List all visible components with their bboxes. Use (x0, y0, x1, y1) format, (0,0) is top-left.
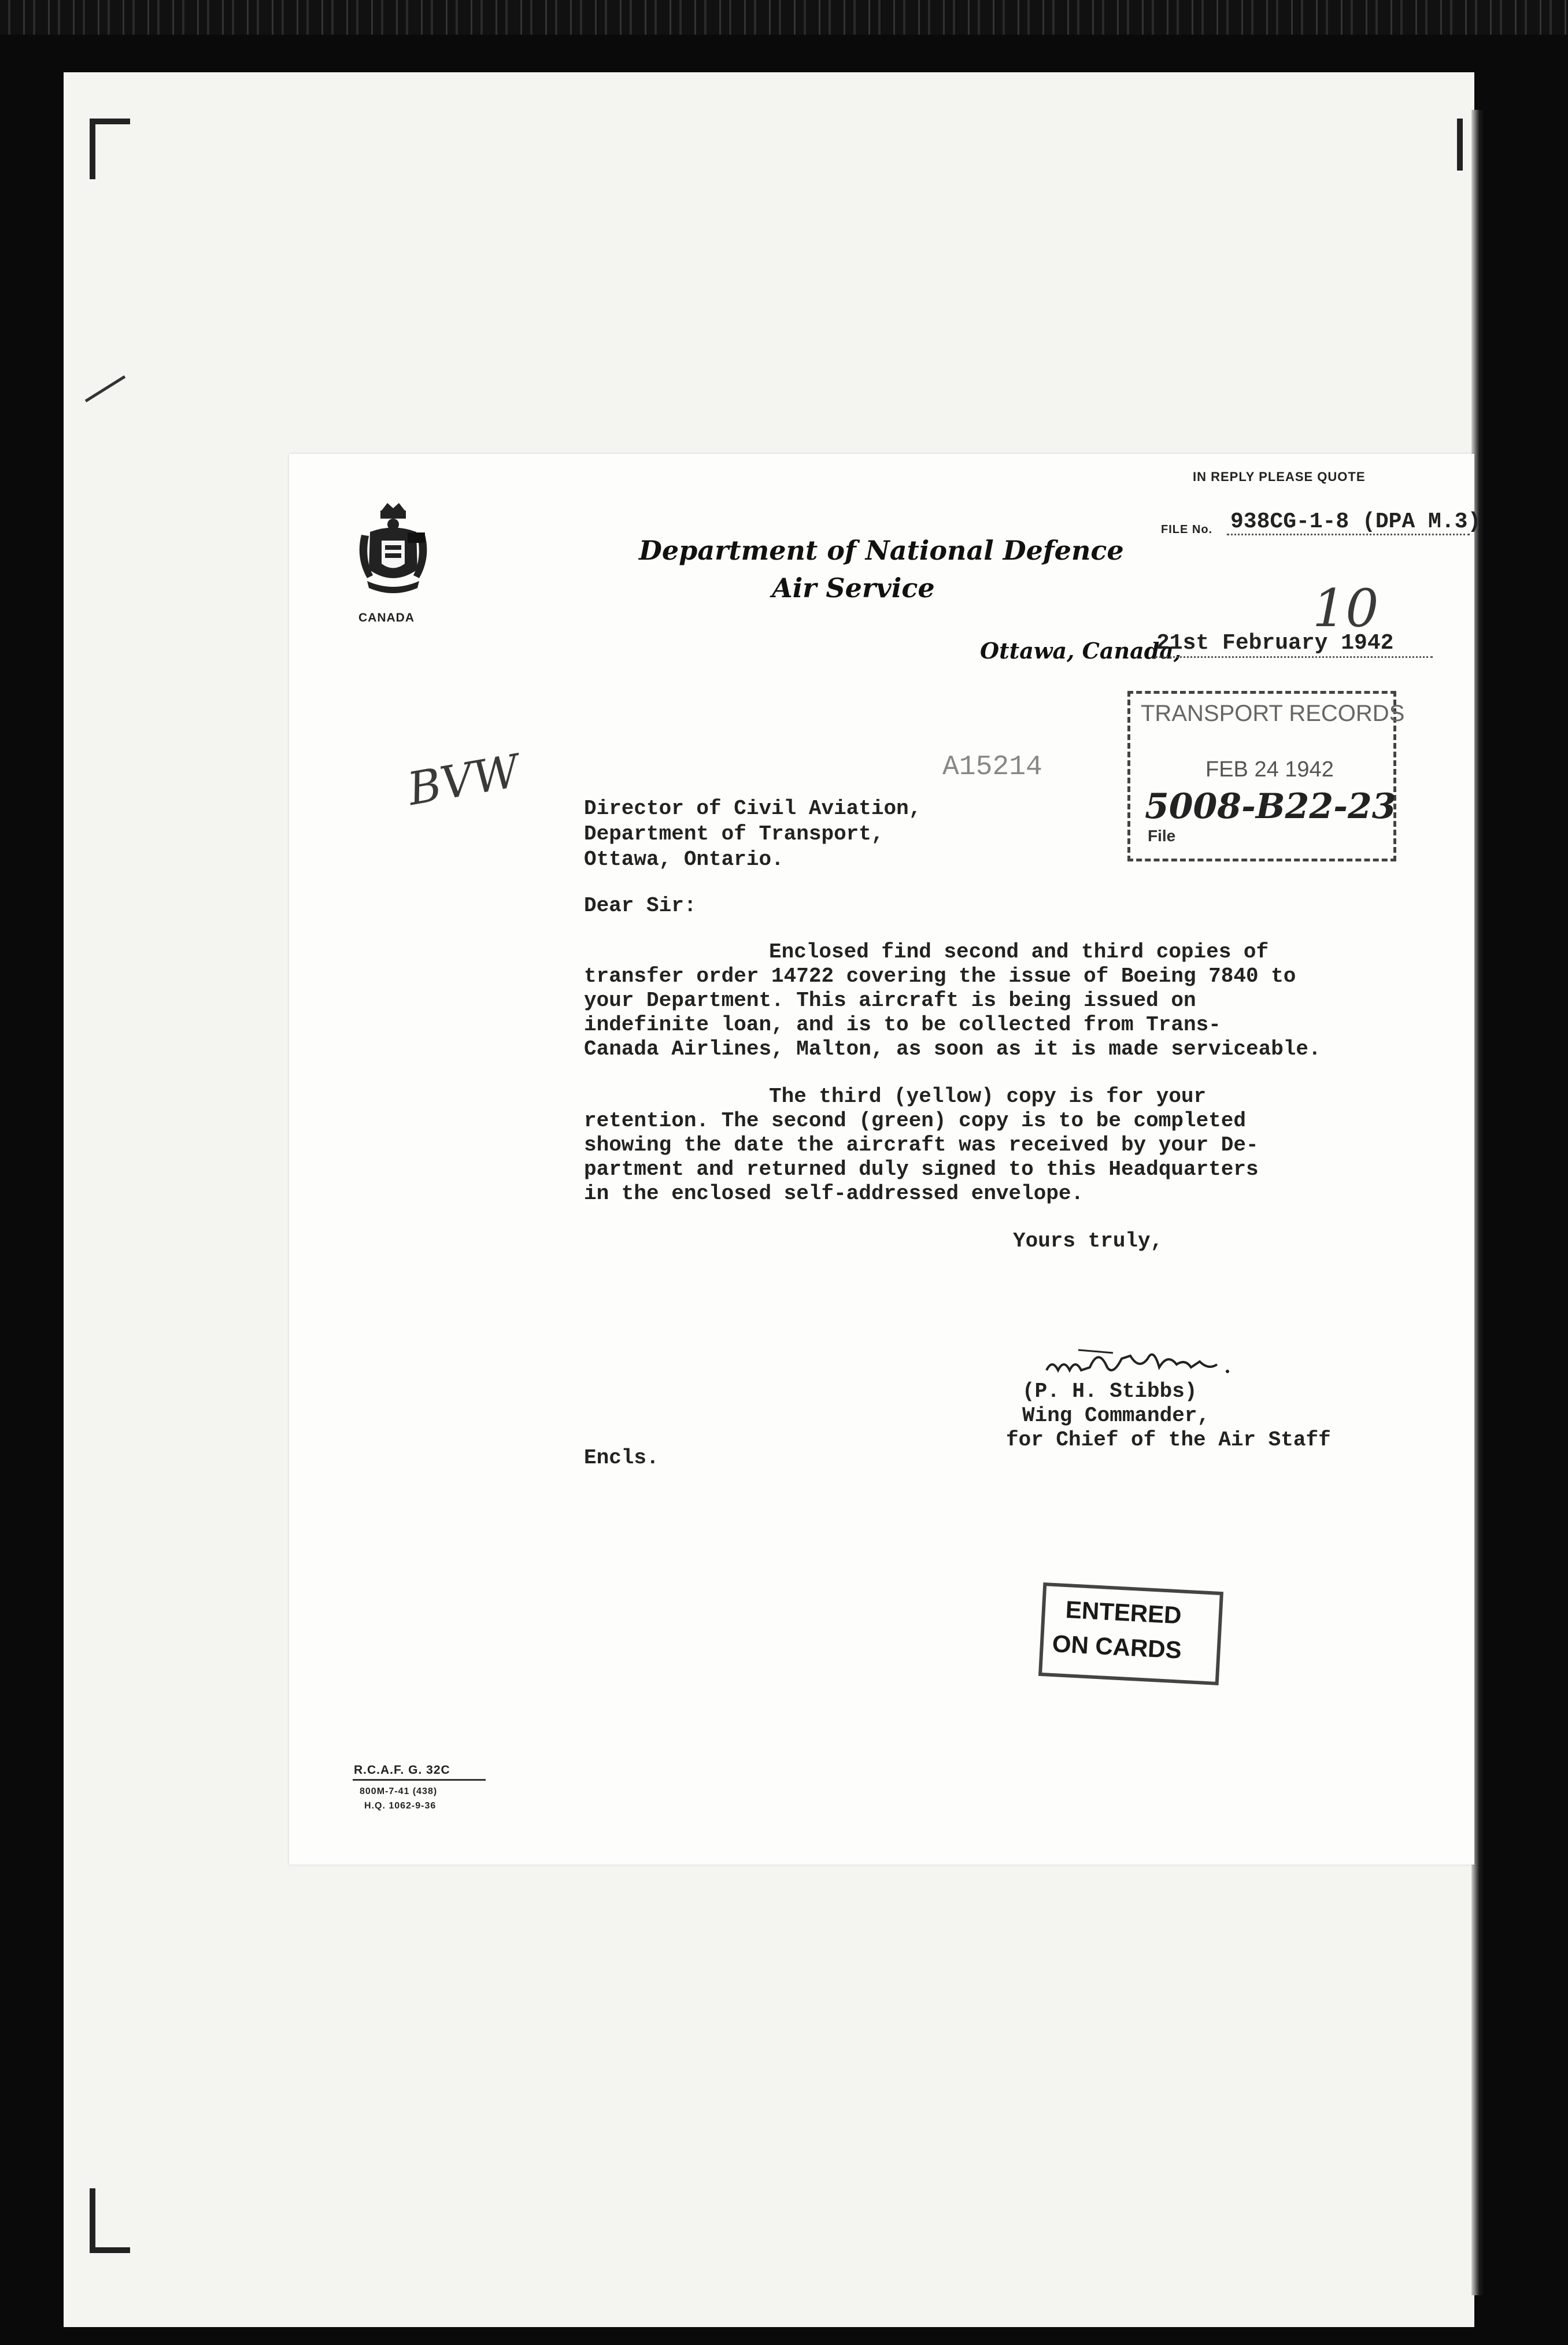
entered-on-cards-stamp (1038, 1582, 1223, 1685)
signatory-role: for Chief of the Air Staff (1006, 1428, 1331, 1452)
records-stamp-file-number: 5008-B22-23 (1145, 786, 1396, 827)
paragraph-line: partment and returned duly signed to this Headquarters (584, 1157, 1259, 1181)
recipient-line: Director of Civil Aviation, (584, 797, 922, 820)
paragraph-line: Enclosed find second and third copies of (769, 940, 1269, 964)
file-number-underline (1227, 534, 1470, 535)
salutation: Dear Sir: (584, 894, 697, 918)
paragraph-line: in the enclosed self-addressed envelope. (584, 1182, 1084, 1205)
entered-stamp-line: ENTERED (1064, 1596, 1182, 1629)
file-number-value: 938CG-1-8 (DPA M.3) (1230, 509, 1481, 534)
signatory-rank: Wing Commander, (1022, 1404, 1210, 1427)
paragraph-line: Canada Airlines, Malton, as soon as it is made serviceable. (584, 1037, 1321, 1061)
crop-mark-top-left-horizontal (90, 119, 130, 124)
form-print-code: 800M-7-41 (438) (360, 1787, 438, 1796)
crop-mark-top-right (1457, 119, 1463, 171)
paragraph-line: indefinite loan, and is to be collected from Trans- (584, 1013, 1221, 1037)
enclosures-label: Encls. (584, 1446, 659, 1470)
transport-records-stamp (1127, 691, 1405, 861)
closing: Yours truly, (1013, 1229, 1163, 1253)
form-code: R.C.A.F. G. 32C (354, 1763, 450, 1777)
country-label: CANADA (358, 611, 415, 624)
crop-mark-bottom-left-vertical (90, 2188, 95, 2252)
canada-crest-icon (353, 500, 434, 604)
place-label: Ottawa, Canada, (980, 638, 1182, 664)
service-name: Air Service (772, 572, 935, 604)
paragraph-line: retention. The second (green) copy is to be completed (584, 1109, 1246, 1133)
film-edge-strip (0, 0, 1568, 35)
paragraph-line: The third (yellow) copy is for your (769, 1085, 1207, 1108)
crop-mark-bottom-left-horizontal (90, 2247, 130, 2253)
letter-page (289, 454, 1481, 1865)
records-stamp-title: TRANSPORT RECORDS (1141, 701, 1405, 726)
recipient-line: Ottawa, Ontario. (584, 848, 784, 871)
date-underline (1155, 656, 1433, 658)
records-stamp-file-label: File (1148, 827, 1176, 845)
reply-quote-label: IN REPLY PLEASE QUOTE (1193, 469, 1366, 484)
paragraph-line: transfer order 14722 covering the issue of Boeing 7840 to (584, 964, 1296, 988)
form-hq-code: H.Q. 1062-9-36 (364, 1801, 437, 1811)
letter-date: 21st February 1942 (1156, 631, 1394, 656)
department-name: Department of National Defence (639, 535, 1124, 566)
pencil-stroke (85, 375, 125, 402)
handwritten-initials: BVW (404, 745, 524, 816)
crop-mark-top-left-vertical (90, 119, 95, 179)
signatory-name: (P. H. Stibbs) (1022, 1379, 1197, 1403)
paragraph-line: showing the date the aircraft was received by your De- (584, 1133, 1259, 1157)
records-stamp-date: FEB 24 1942 (1205, 757, 1334, 782)
recipient-line: Department of Transport, (584, 822, 884, 846)
paragraph-line: your Department. This aircraft is being issued on (584, 989, 1196, 1012)
file-number-label: FILE No. (1161, 523, 1213, 536)
entered-stamp-line: ON CARDS (1051, 1629, 1182, 1664)
form-code-rule (353, 1779, 486, 1781)
stamped-number: A15214 (942, 752, 1042, 783)
handwritten-ten: 10 (1312, 578, 1379, 639)
